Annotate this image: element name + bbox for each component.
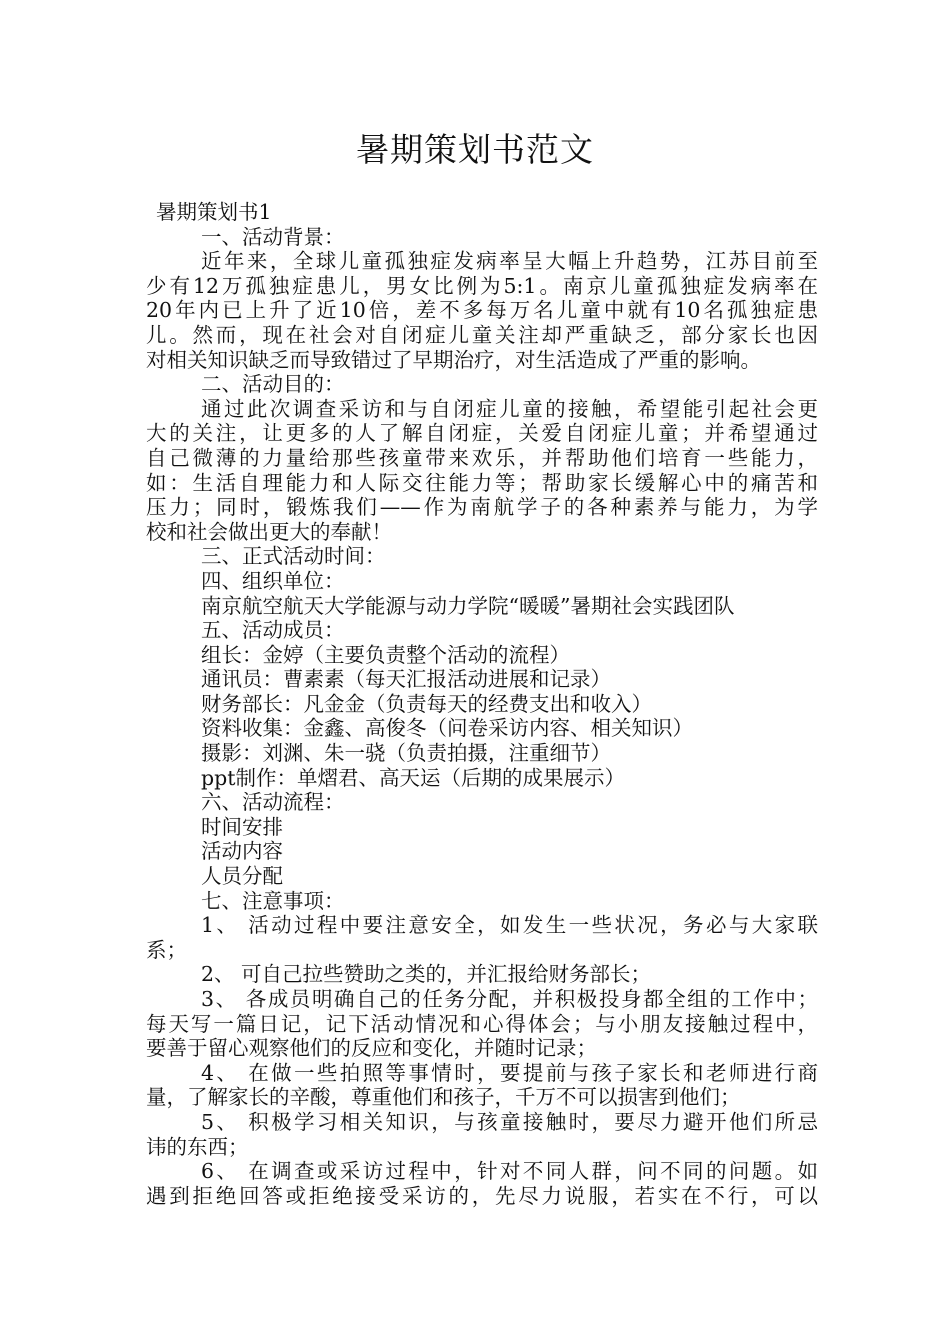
text-line: 三、正式活动时间： [201, 544, 386, 569]
text-line: 少有12万孤独症患儿，男女比例为5:1。南京儿童孤独症发病率在 [146, 273, 818, 298]
text-line: 摄影：刘渊、朱一骁（负责拍摄，注重细节） [201, 741, 611, 766]
text-line: 四、组织单位： [201, 568, 345, 593]
text-line: 活动内容 [201, 839, 283, 864]
text-line: 讳的东西； [146, 1134, 249, 1159]
text-line: 每天写一篇日记，记下活动情况和心得体会；与小朋友接触过程中， [146, 1011, 818, 1036]
text-line: ppt制作：单熠君、高天运（后期的成果展示） [201, 765, 625, 790]
text-line: 组长：金婷（主要负责整个活动的流程） [201, 642, 570, 667]
document-title: 暑期策划书范文 [356, 130, 594, 169]
text-line: 五、活动成员： [201, 618, 345, 643]
text-line: 儿。然而，现在社会对自闭症儿童关注却严重缺乏，部分家长也因 [146, 322, 818, 347]
text-line: 大的关注，让更多的人了解自闭症，关爱自闭症儿童；并希望通过 [146, 421, 818, 446]
document-body [146, 200, 818, 1208]
text-line: 财务部长：凡金金（负责每天的经费支出和收入） [201, 691, 652, 716]
text-line: 二、活动目的： [201, 372, 345, 397]
text-line: 20年内已上升了近10倍，差不多每万名儿童中就有10名孤独症患 [146, 298, 818, 323]
text-line: 自己微薄的力量给那些孩童带来欢乐，并帮助他们培育一些能力， [146, 445, 818, 470]
text-line: 通过此次调查采访和与自闭症儿童的接触，希望能引起社会更 [201, 396, 818, 421]
text-line: 如：生活自理能力和人际交往能力等；帮助家长缓解心中的痛苦和 [146, 470, 818, 495]
text-line: 要善于留心观察他们的反应和变化，并随时记录； [146, 1036, 597, 1061]
text-line: 南京航空航天大学能源与动力学院“暖暖”暑期社会实践团队 [201, 593, 735, 618]
text-line: 七、注意事项： [201, 888, 345, 913]
text-line: 资料收集：金鑫、高俊冬（问卷采访内容、相关知识） [201, 716, 693, 741]
text-line: 近年来，全球儿童孤独症发病率呈大幅上升趋势，江苏目前至 [201, 249, 818, 274]
text-line: 量，了解家长的辛酸，尊重他们和孩子，千万不可以损害到他们； [146, 1085, 741, 1110]
text-line: 系； [146, 937, 187, 962]
text-line: 2、 可自己拉些赞助之类的，并汇报给财务部长； [201, 962, 652, 987]
text-line: 一、活动背景： [201, 224, 345, 249]
text-line: 时间安排 [201, 814, 283, 839]
text-line: 5、 积极学习相关知识，与孩童接触时，要尽力避开他们所忌 [201, 1109, 818, 1134]
text-line: 校和社会做出更大的奉献！ [146, 519, 392, 544]
text-line: 压力；同时，锻炼我们——作为南航学子的各种素养与能力，为学 [146, 495, 818, 520]
text-line: 1、 活动过程中要注意安全，如发生一些状况，务必与大家联 [201, 913, 818, 938]
text-line: 暑期策划书1 [156, 200, 272, 224]
text-line: 六、活动流程： [201, 790, 345, 815]
text-line: 人员分配 [201, 864, 283, 889]
text-line: 通讯员：曹素素（每天汇报活动进展和记录） [201, 667, 611, 692]
text-line: 3、 各成员明确自己的任务分配，并积极投身都全组的工作中； [201, 987, 818, 1011]
text-line: 遇到拒绝回答或拒绝接受采访的，先尽力说服，若实在不行，可以 [146, 1183, 818, 1208]
text-line: 6、 在调查或采访过程中，针对不同人群，问不同的问题。如 [201, 1159, 818, 1184]
text-line: 对相关知识缺乏而导致错过了早期治疗，对生活造成了严重的影响。 [146, 347, 761, 372]
text-line: 4、 在做一些拍照等事情时，要提前与孩子家长和老师进行商 [201, 1060, 818, 1085]
